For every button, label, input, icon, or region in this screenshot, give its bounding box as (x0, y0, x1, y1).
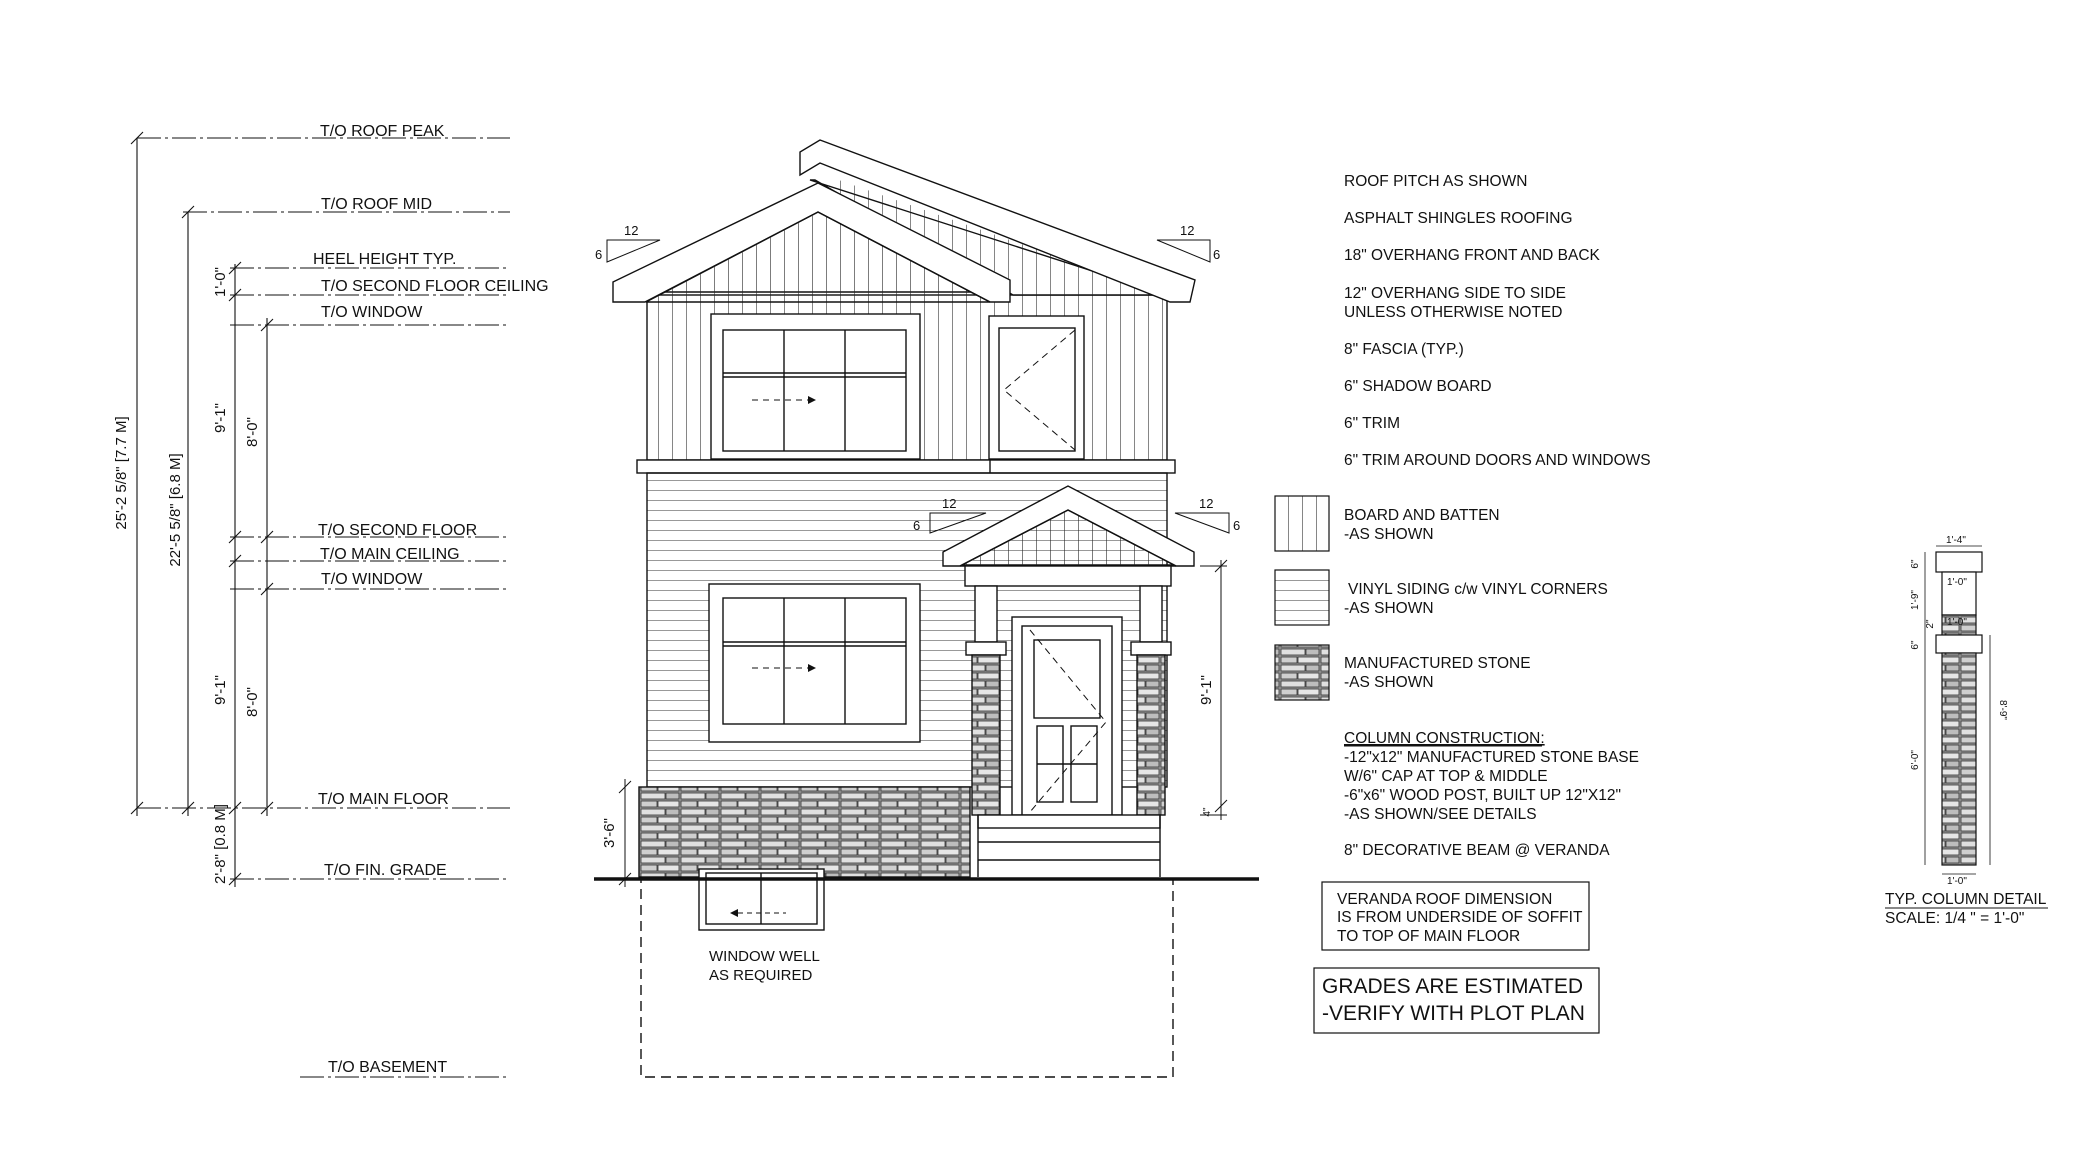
detail-mid-cap: 6" (1910, 640, 1921, 650)
dim-overall: 25'-2 5/8" [7.7 M] (113, 416, 130, 530)
right-column-cap (1131, 642, 1171, 655)
pitch-run-veranda-left: 6 (913, 518, 921, 533)
dim-heel: 1'-0" (212, 267, 229, 297)
dim-main-window: 8'-0" (244, 687, 261, 717)
detail-base: 6'-0" (1910, 750, 1921, 770)
level-basement: T/O BASEMENT (328, 1059, 448, 1076)
window-well-line1: WINDOW WELL (709, 948, 820, 965)
dim-to-roof-mid: 22'-5 5/8" [6.8 M] (167, 453, 184, 567)
legend-vinyl: VINYL SIDING c/w VINYL CORNERS (1348, 581, 1608, 598)
legend-swatch-board-batten (1275, 496, 1329, 551)
dim-veranda: 9'-1" (1198, 675, 1215, 705)
detail-mid: 2" (1925, 619, 1936, 629)
veranda-note-line3: TO TOP OF MAIN FLOOR (1337, 928, 1521, 945)
general-notes (1344, 173, 1651, 469)
level-fin-grade: T/O FIN. GRADE (324, 862, 447, 879)
detail-mid-cap (1936, 635, 1982, 653)
pitch-run-veranda-right: 6 (1233, 518, 1241, 533)
pitch-rise-veranda-right: 12 (1199, 496, 1214, 511)
beam-note: 8" DECORATIVE BEAM @ VERANDA (1344, 842, 1610, 859)
upper-side-window (999, 328, 1075, 451)
detail-base-width: 1'-0" (1947, 876, 1967, 887)
pitch-run-right: 6 (1213, 247, 1221, 262)
legend-swatch-vinyl (1275, 570, 1329, 625)
level-roof-peak: T/O ROOF PEAK (320, 123, 445, 140)
column-construction-title: COLUMN CONSTRUCTION: (1344, 730, 1545, 747)
detail-post: 1'-9" (1910, 590, 1921, 610)
veranda-note-line2: IS FROM UNDERSIDE OF SOFFIT (1337, 909, 1583, 926)
column-construction-line4: -AS SHOWN/SEE DETAILS (1344, 806, 1537, 823)
right-column-post (1140, 586, 1162, 642)
legend-board-batten-sub: -AS SHOWN (1344, 526, 1434, 543)
note-overhang-side: 12" OVERHANG SIDE TO SIDE (1344, 285, 1566, 302)
dim-grade: 2'-8" [0.8 M] (212, 804, 229, 884)
column-construction-notes (1344, 730, 1639, 859)
band-board (637, 460, 1175, 473)
door-glass (1034, 640, 1100, 718)
stone-base (639, 787, 970, 877)
legend-stone-sub: -AS SHOWN (1344, 674, 1434, 691)
column-detail (1936, 552, 1982, 865)
left-column-post (975, 586, 997, 642)
grades-note-line1: GRADES ARE ESTIMATED (1322, 975, 1583, 998)
level-roof-mid: T/O ROOF MID (321, 196, 433, 213)
veranda-beam (965, 566, 1171, 586)
column-construction-line2: W/6" CAP AT TOP & MIDDLE (1344, 768, 1548, 785)
detail-cap-width: 1'-0" (1947, 617, 1967, 628)
left-column-cap (966, 642, 1006, 655)
detail-cap: 6" (1910, 559, 1921, 569)
window-well-line2: AS REQUIRED (709, 967, 813, 984)
level-window-lower: T/O WINDOW (321, 571, 423, 588)
right-column-stone (1137, 655, 1165, 815)
pitch-run-left: 6 (595, 247, 603, 262)
upper-window (723, 330, 906, 451)
detail-top-cap (1936, 552, 1982, 572)
detail-top-width: 1'-4" (1946, 535, 1966, 546)
detail-overall: 8'-9" (1997, 700, 2008, 720)
level-main-floor: T/O MAIN FLOOR (318, 791, 449, 808)
veranda-note-line1: VERANDA ROOF DIMENSION (1337, 891, 1553, 908)
note-overhang-front: 18" OVERHANG FRONT AND BACK (1344, 247, 1600, 264)
legend-swatch-stone (1275, 645, 1329, 700)
dimension-chains (131, 132, 273, 887)
dim-upper-floor: 9'-1" (212, 403, 229, 433)
legend-board-batten: BOARD AND BATTEN (1344, 507, 1500, 524)
note-trim: 6" TRIM (1344, 415, 1401, 432)
detail-base-stone (1942, 653, 1976, 865)
column-construction-line3: -6"x6" WOOD POST, BUILT UP 12"X12" (1344, 787, 1621, 804)
dimension-labels (113, 267, 261, 884)
note-shadow-board: 6" SHADOW BOARD (1344, 378, 1492, 395)
main-window (723, 598, 906, 724)
front-step (978, 815, 1160, 828)
level-second-floor-ceiling: T/O SECOND FLOOR CEILING (321, 278, 549, 295)
dim-stone-height: 3'-6" (601, 818, 618, 848)
note-fascia: 8" FASCIA (TYP.) (1344, 341, 1464, 358)
dim-step: 4" (1202, 807, 1213, 817)
pitch-rise-right: 12 (1180, 223, 1195, 238)
level-second-floor: T/O SECOND FLOOR (318, 522, 478, 539)
level-labels (313, 123, 549, 1076)
pitch-rise-veranda-left: 12 (942, 496, 957, 511)
material-legend (1275, 496, 1608, 700)
dim-upper-window: 8'-0" (244, 417, 261, 447)
note-overhang-side-2: UNLESS OTHERWISE NOTED (1344, 304, 1563, 321)
column-detail-scale: SCALE: 1/4 " = 1'-0" (1885, 910, 2025, 927)
level-window-upper: T/O WINDOW (321, 304, 423, 321)
detail-post-width: 1'-0" (1947, 577, 1967, 588)
left-column-stone (972, 655, 1000, 815)
note-shingles: ASPHALT SHINGLES ROOFING (1344, 210, 1573, 227)
note-trim-doors: 6" TRIM AROUND DOORS AND WINDOWS (1344, 452, 1651, 469)
pitch-rise-left: 12 (624, 223, 639, 238)
grades-note-line2: -VERIFY WITH PLOT PLAN (1322, 1002, 1585, 1025)
level-main-ceiling: T/O MAIN CEILING (320, 546, 460, 563)
legend-vinyl-sub: -AS SHOWN (1344, 600, 1434, 617)
column-detail-title: TYP. COLUMN DETAIL (1885, 891, 2047, 908)
level-heel-height: HEEL HEIGHT TYP. (313, 251, 457, 268)
dim-main-floor: 9'-1" (212, 675, 229, 705)
note-roof-pitch: ROOF PITCH AS SHOWN (1344, 173, 1528, 190)
house-elevation (594, 140, 1259, 1077)
column-construction-line1: -12"x12" MANUFACTURED STONE BASE (1344, 749, 1639, 766)
legend-stone: MANUFACTURED STONE (1344, 655, 1531, 672)
